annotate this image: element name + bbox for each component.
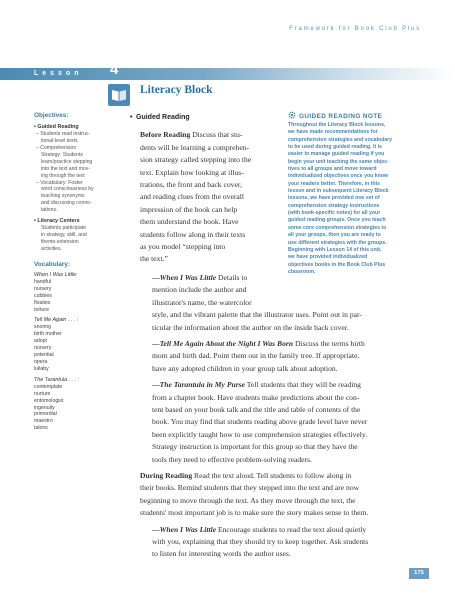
vocab-word: potential xyxy=(34,352,54,359)
note-line: comprehension strategy instructions xyxy=(288,202,380,209)
text-line: Strategy instruction is important for this group so that they have the xyxy=(152,442,358,452)
objective-line: – Vocabulary: Foster xyxy=(36,179,83,186)
during-reading-label: During Reading xyxy=(140,470,193,480)
book-title-when-i-was-little-during: —When I Was Little xyxy=(152,524,217,534)
vocab-book-title: The Tarantula . . . : xyxy=(34,376,80,383)
text-line: Encourage students to read the text aloud quietly xyxy=(217,524,367,534)
text-line: tent based on your book talk and the title and table of contents of the xyxy=(152,404,361,414)
note-line: individualized objectives once you know xyxy=(288,173,389,180)
note-line: guided reading groups. Once you teach xyxy=(288,217,386,224)
text-line: from a chapter book. Have students make predictions about the con- xyxy=(152,392,360,402)
text-line: impression of the book can help xyxy=(140,204,238,214)
vocab-word: nurture xyxy=(34,390,51,397)
lesson-title: Literacy Block xyxy=(140,84,213,96)
note-heading-text: GUIDED READING NOTE xyxy=(299,113,383,120)
objective-line: ing through the text xyxy=(41,172,85,179)
note-line: easier to manage guided reading if you xyxy=(288,151,385,158)
text-line: the text.” xyxy=(140,254,168,264)
note-line: we have provided individualized xyxy=(288,254,368,261)
text-line: book. You may find that students reading above grade level have never xyxy=(152,417,368,427)
book-title-tarantula: —The Tarantula in My Purse xyxy=(152,380,245,390)
text-line: beginning to move through the text. As they move through the text, the xyxy=(140,495,356,505)
note-line: lesson and in subsequent Literacy Block xyxy=(288,188,389,195)
text-line: Details to xyxy=(217,272,248,282)
note-line: Throughout the Literacy Block lessons, xyxy=(288,122,386,128)
before-reading-label: Before Reading xyxy=(140,130,191,140)
note-line: we have made recommendations for xyxy=(288,129,378,136)
text-line: have any adopted children in your group talk about adoption. xyxy=(152,363,338,373)
main-content xyxy=(130,112,430,561)
vocab-book-title: Tell Me Again . . . : xyxy=(34,317,79,324)
objective-line: teaching synonyms xyxy=(41,193,85,200)
objective-line: – Comprehension xyxy=(36,145,77,152)
objective-line: in strategy, skill, and xyxy=(41,232,87,239)
lesson-label: Lesson xyxy=(34,70,83,77)
note-line: objectives books in the Book Club Plus xyxy=(288,261,386,268)
text-line: with you, explaining that they should try to keep together. Ask students xyxy=(152,537,369,546)
open-book-icon xyxy=(108,84,130,106)
objectives-heading: Objectives: xyxy=(34,112,69,119)
book-title-when-i-was-little: —When I Was Little xyxy=(152,272,217,282)
text-line: Discuss that stu- xyxy=(192,130,243,140)
page-number: 175 xyxy=(409,568,429,579)
book-title-tell-me-again: —Tell Me Again About the Night I Was Born xyxy=(152,338,294,348)
text-line: students follow along in their texts xyxy=(140,229,246,239)
note-line: lessons, we have provided one set of xyxy=(288,195,380,202)
vocab-word: nursery xyxy=(34,285,52,292)
objective-line: tional-level texts. xyxy=(41,138,79,145)
vocab-word: handful xyxy=(34,278,52,285)
text-line: trations, the front and back cover, xyxy=(140,180,242,190)
objective-line: activities. xyxy=(41,246,62,252)
vocab-word: maestro xyxy=(34,418,53,425)
sidebar-objectives xyxy=(34,112,126,432)
vocab-word: adopt xyxy=(34,338,47,345)
vocab-word: primordial xyxy=(34,411,57,418)
before-reading-block xyxy=(140,129,280,309)
objective-line: Students participate xyxy=(41,225,87,232)
text-line: students' most important job is to make sure the story makes sense to them. xyxy=(140,508,369,518)
text-line: Discuss the terms birth xyxy=(295,338,365,348)
text-line: Read the text aloud. Tell students to follow along in xyxy=(194,470,352,480)
text-line: ticular the information about the author on the inside back cover. xyxy=(152,322,349,332)
objective-bullet: • Literacy Centers xyxy=(34,218,80,225)
vocab-word: ingenuity xyxy=(34,404,55,411)
note-line: Beginning with Lesson 14 of this unit, xyxy=(288,246,382,253)
note-line: some core comprehension strategies to xyxy=(288,224,387,231)
text-line: Tell students that they will be reading xyxy=(246,380,361,390)
text-line: dents will be learning a comprehen- xyxy=(140,142,250,152)
vocab-word: lullaby xyxy=(34,365,49,372)
vocab-word: birth mother xyxy=(34,331,62,338)
objective-line: word consciousness by xyxy=(41,186,94,193)
text-line: mom and birth dad. Point them out in the family tree. If appropriate, xyxy=(152,351,360,361)
vocabulary-heading: Vocabulary: xyxy=(34,260,71,268)
vocab-word: floaties xyxy=(34,299,51,306)
text-line: style, and the vibrant palette that the illustrator uses. Point out in par- xyxy=(152,310,362,320)
text-line: illustrator's name, the watercolor xyxy=(152,297,252,307)
objective-line: Strategy: Students xyxy=(41,151,83,158)
objective-bullet: • Guided Reading xyxy=(34,124,79,130)
note-line: comprehension strategies and vocabulary xyxy=(288,136,393,143)
objective-line: into the text and mov- xyxy=(41,165,90,172)
vocab-word: nursery xyxy=(34,345,52,352)
objective-line: tations. xyxy=(41,207,58,214)
text-line: them understand the book. Have xyxy=(140,217,239,227)
note-line: your readers better. Therefore, in this xyxy=(288,180,380,187)
note-line: classroom. xyxy=(288,268,316,275)
text-line: mention include the author and xyxy=(152,285,247,295)
note-line: begin your unit teaching the same objec- xyxy=(288,158,389,165)
note-line: all your groups, then you are ready to xyxy=(288,232,381,239)
vocab-word: snoring xyxy=(34,324,52,331)
text-line: sion strategy called stepping into the xyxy=(140,155,252,165)
text-line: their books. Remind students that they stepped into the text and are now xyxy=(140,483,360,493)
objective-line: theme-extension xyxy=(41,239,79,246)
guided-reading-heading-text: Guided Reading xyxy=(136,114,190,121)
objective-line: – Students read instruc- xyxy=(36,131,91,138)
note-line: tives to all groups and move toward xyxy=(288,166,377,173)
note-line: (with book-specific notes) for all your xyxy=(288,210,381,217)
text-line: as you model “stepping into xyxy=(140,242,226,252)
text-line: text. Explain how looking at illus- xyxy=(140,167,244,177)
vocab-word: entomologist xyxy=(34,397,64,404)
text-line: been explicitly taught how to use comprehension strategies effectively. xyxy=(152,429,368,439)
guided-reading-heading: • Guided Reading xyxy=(130,114,190,121)
text-line: tools they need to effective problem-solving readers. xyxy=(152,454,312,464)
vocab-word: contemplate xyxy=(34,383,63,390)
note-line: use different strategies with the groups. xyxy=(288,239,387,246)
lesson-number: 4 xyxy=(110,61,119,78)
vocab-word: talons xyxy=(34,425,48,432)
vocab-word: opera xyxy=(34,358,48,365)
running-head: Framework for Book Club Plus xyxy=(289,26,421,32)
vocab-book-title: When I Was Little: xyxy=(34,271,78,278)
vocab-word: torture xyxy=(34,306,49,313)
vocab-word: cubbies xyxy=(34,292,52,299)
text-line: to listen for interesting words the author uses. xyxy=(152,549,291,559)
note-line: to be used during guided reading. It is xyxy=(288,144,382,151)
objective-line: learn/practice stepping xyxy=(41,158,93,165)
text-line: and reading clues from the overall xyxy=(140,192,244,202)
objective-line: and discussing conno- xyxy=(41,200,92,207)
